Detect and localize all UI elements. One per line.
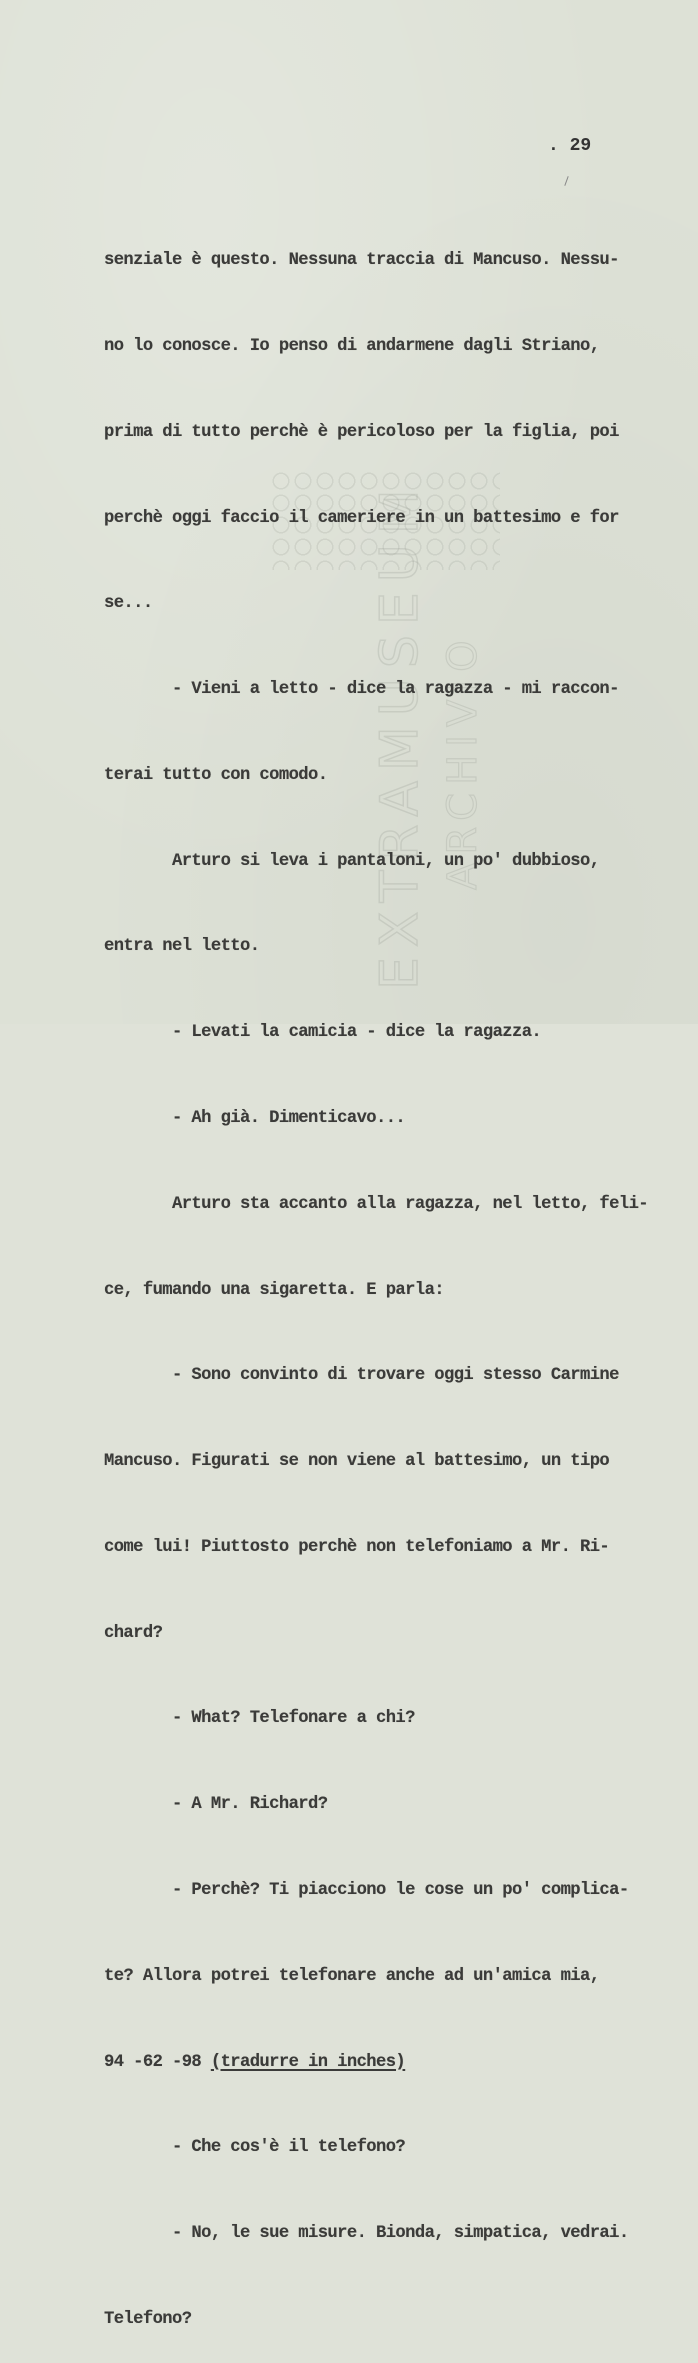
text-line: Telefono? [104,2309,192,2329]
text-line: Arturo si leva i pantaloni, un po' dubbioso, [172,851,600,871]
text-line: - No, le sue misure. Bionda, simpatica, vedrai. [172,2224,629,2244]
text-line: se... [104,594,153,614]
text-line: - What? Telefonare a chi? [172,1709,415,1729]
text-line: terai tutto con comodo. [104,765,328,785]
text-line: - Che cos'è il telefono? [172,2138,406,2158]
text-line: - Sono convinto di trovare oggi stesso Carmine [172,1366,619,1386]
text-line: - Perchè? Ti piacciono le cose un po' complica- [172,1881,629,1901]
text-line: - Vieni a letto - dice la ragazza - mi raccon- [172,680,619,700]
text-line: prima di tutto perchè è pericoloso per la figlia, poi [104,422,619,442]
text-line: ce, fumando una sigaretta. E parla: [104,1280,444,1300]
text-line-measurements [104,2049,644,2078]
translation-note: (tradurre in inches) [210,2052,406,2072]
typewritten-text [104,190,648,2363]
measurements-text: 94 -62 -98 [104,2052,211,2072]
page-number: . 29 [548,136,592,156]
text-line: perchè oggi faccio il cameriere in un battesimo e for [104,508,619,528]
text-line: - A Mr. Richard? [172,1795,328,1815]
text-line: senziale è questo. Nessuna traccia di Mancuso. Nessu- [104,251,619,271]
text-line: te? Allora potrei telefonare anche ad un'amica mia, [104,1966,600,1986]
text-line: come lui! Piuttosto perchè non telefoniamo a Mr. Ri- [104,1537,610,1557]
text-line: no lo conosce. Io penso di andarmene dagli Striano, [104,336,600,356]
text-line: entra nel letto. [104,937,260,957]
text-line: chard? [104,1623,163,1643]
text-line: Arturo sta accanto alla ragazza, nel letto, feli- [172,1194,648,1214]
text-line: Mancuso. Figurati se non viene al battesimo, un tipo [104,1452,610,1472]
text-line: - Ah già. Dimenticavo... [172,1109,406,1128]
text-line: - Levati la camicia - dice la ragazza. [172,1023,542,1043]
